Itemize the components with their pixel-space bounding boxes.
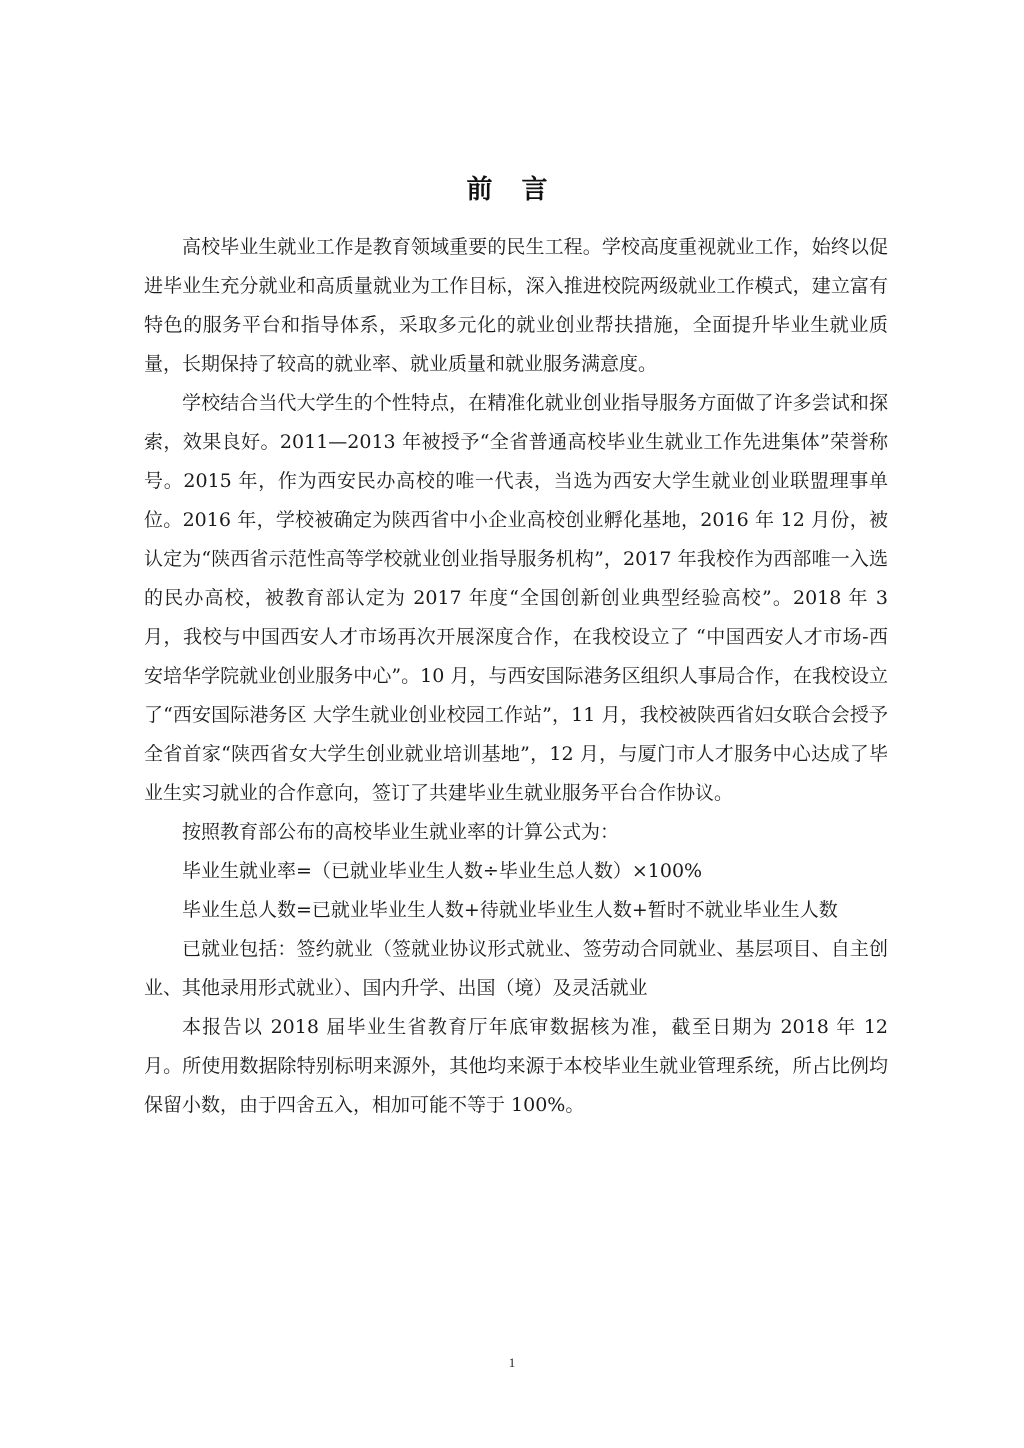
page-title: 前 言 — [466, 175, 558, 205]
body-text — [144, 228, 888, 1125]
paragraph-formula-total: 毕业生总人数=已就业毕业生人数+待就业毕业生人数+暂时不就业毕业生人数 — [182, 899, 838, 921]
page-number: 1 — [508, 1355, 516, 1370]
paragraph-formula-intro: 按照教育部公布的高校毕业生就业率的计算公式为： — [182, 821, 620, 843]
paragraph-intro: 高校毕业生就业工作是教育领域重要的民生工程。学校高度重视就业工作，始终以促进毕业生充分就业和高质量就业为工作目标，深入推进校院两级就业工作模式，建立富有特色的服务平台和指导体系，采取多元化的就业创业帮扶措施，全面提升毕业生就业质量，长期保持了较高的就业率、就业质量和就业服务满意度。 — [144, 236, 888, 375]
paragraph-history: 学校结合当代大学生的个性特点，在精准化就业创业指导服务方面做了许多尝试和探索，效果良好。2011—2013 年被授予“全省普通高校毕业生就业工作先进集体”荣誉称号。2015 年，作为西安民办高校的唯一代表，当选为西安大学生就业创业联盟理事单位。2016 年，学校被确定为陕西省中小企业高校创业孵化基地，2016 年 12 月份，被认定为“陕西省示范性高等学校就业创业指导服务机构”，2017 年我校作为西部唯一入选的民办高校，被教育部认定为 2017 年度“全国创新创业典型经验高校”。2018 年 3 月，我校与中国西安人才市场再次开展深度合作，在我校设立了 “中国西安人才市场-西安培华学院就业创业服务中心”。10 月，与西安国际港务区组织人事局合作，在我校设立了“西安国际港务区 大学生就业创业校园工作站”，11 月，我校被陕西省妇女联合会授予全省首家“陕西省女大学生创业就业培训基地”，12 月，与厦门市人才服务中心达成了毕业生实习就业的合作意向，签订了共建毕业生就业服务平台合作协议。 — [144, 392, 888, 804]
paragraph-data-source: 本报告以 2018 届毕业生省教育厅年底审数据核为准，截至日期为 2018 年 12 月。所使用数据除特别标明来源外，其他均来源于本校毕业生就业管理系统，所占比例均保留小数，由于四舍五入，相加可能不等于 100%。 — [144, 1016, 888, 1116]
paragraph-employed-definition: 已就业包括：签约就业（签就业协议形式就业、签劳动合同就业、基层项目、自主创业、其他录用形式就业）、国内升学、出国（境）及灵活就业 — [144, 938, 888, 999]
paragraph-formula-rate: 毕业生就业率=（已就业毕业生人数÷毕业生总人数）×100% — [182, 860, 703, 882]
